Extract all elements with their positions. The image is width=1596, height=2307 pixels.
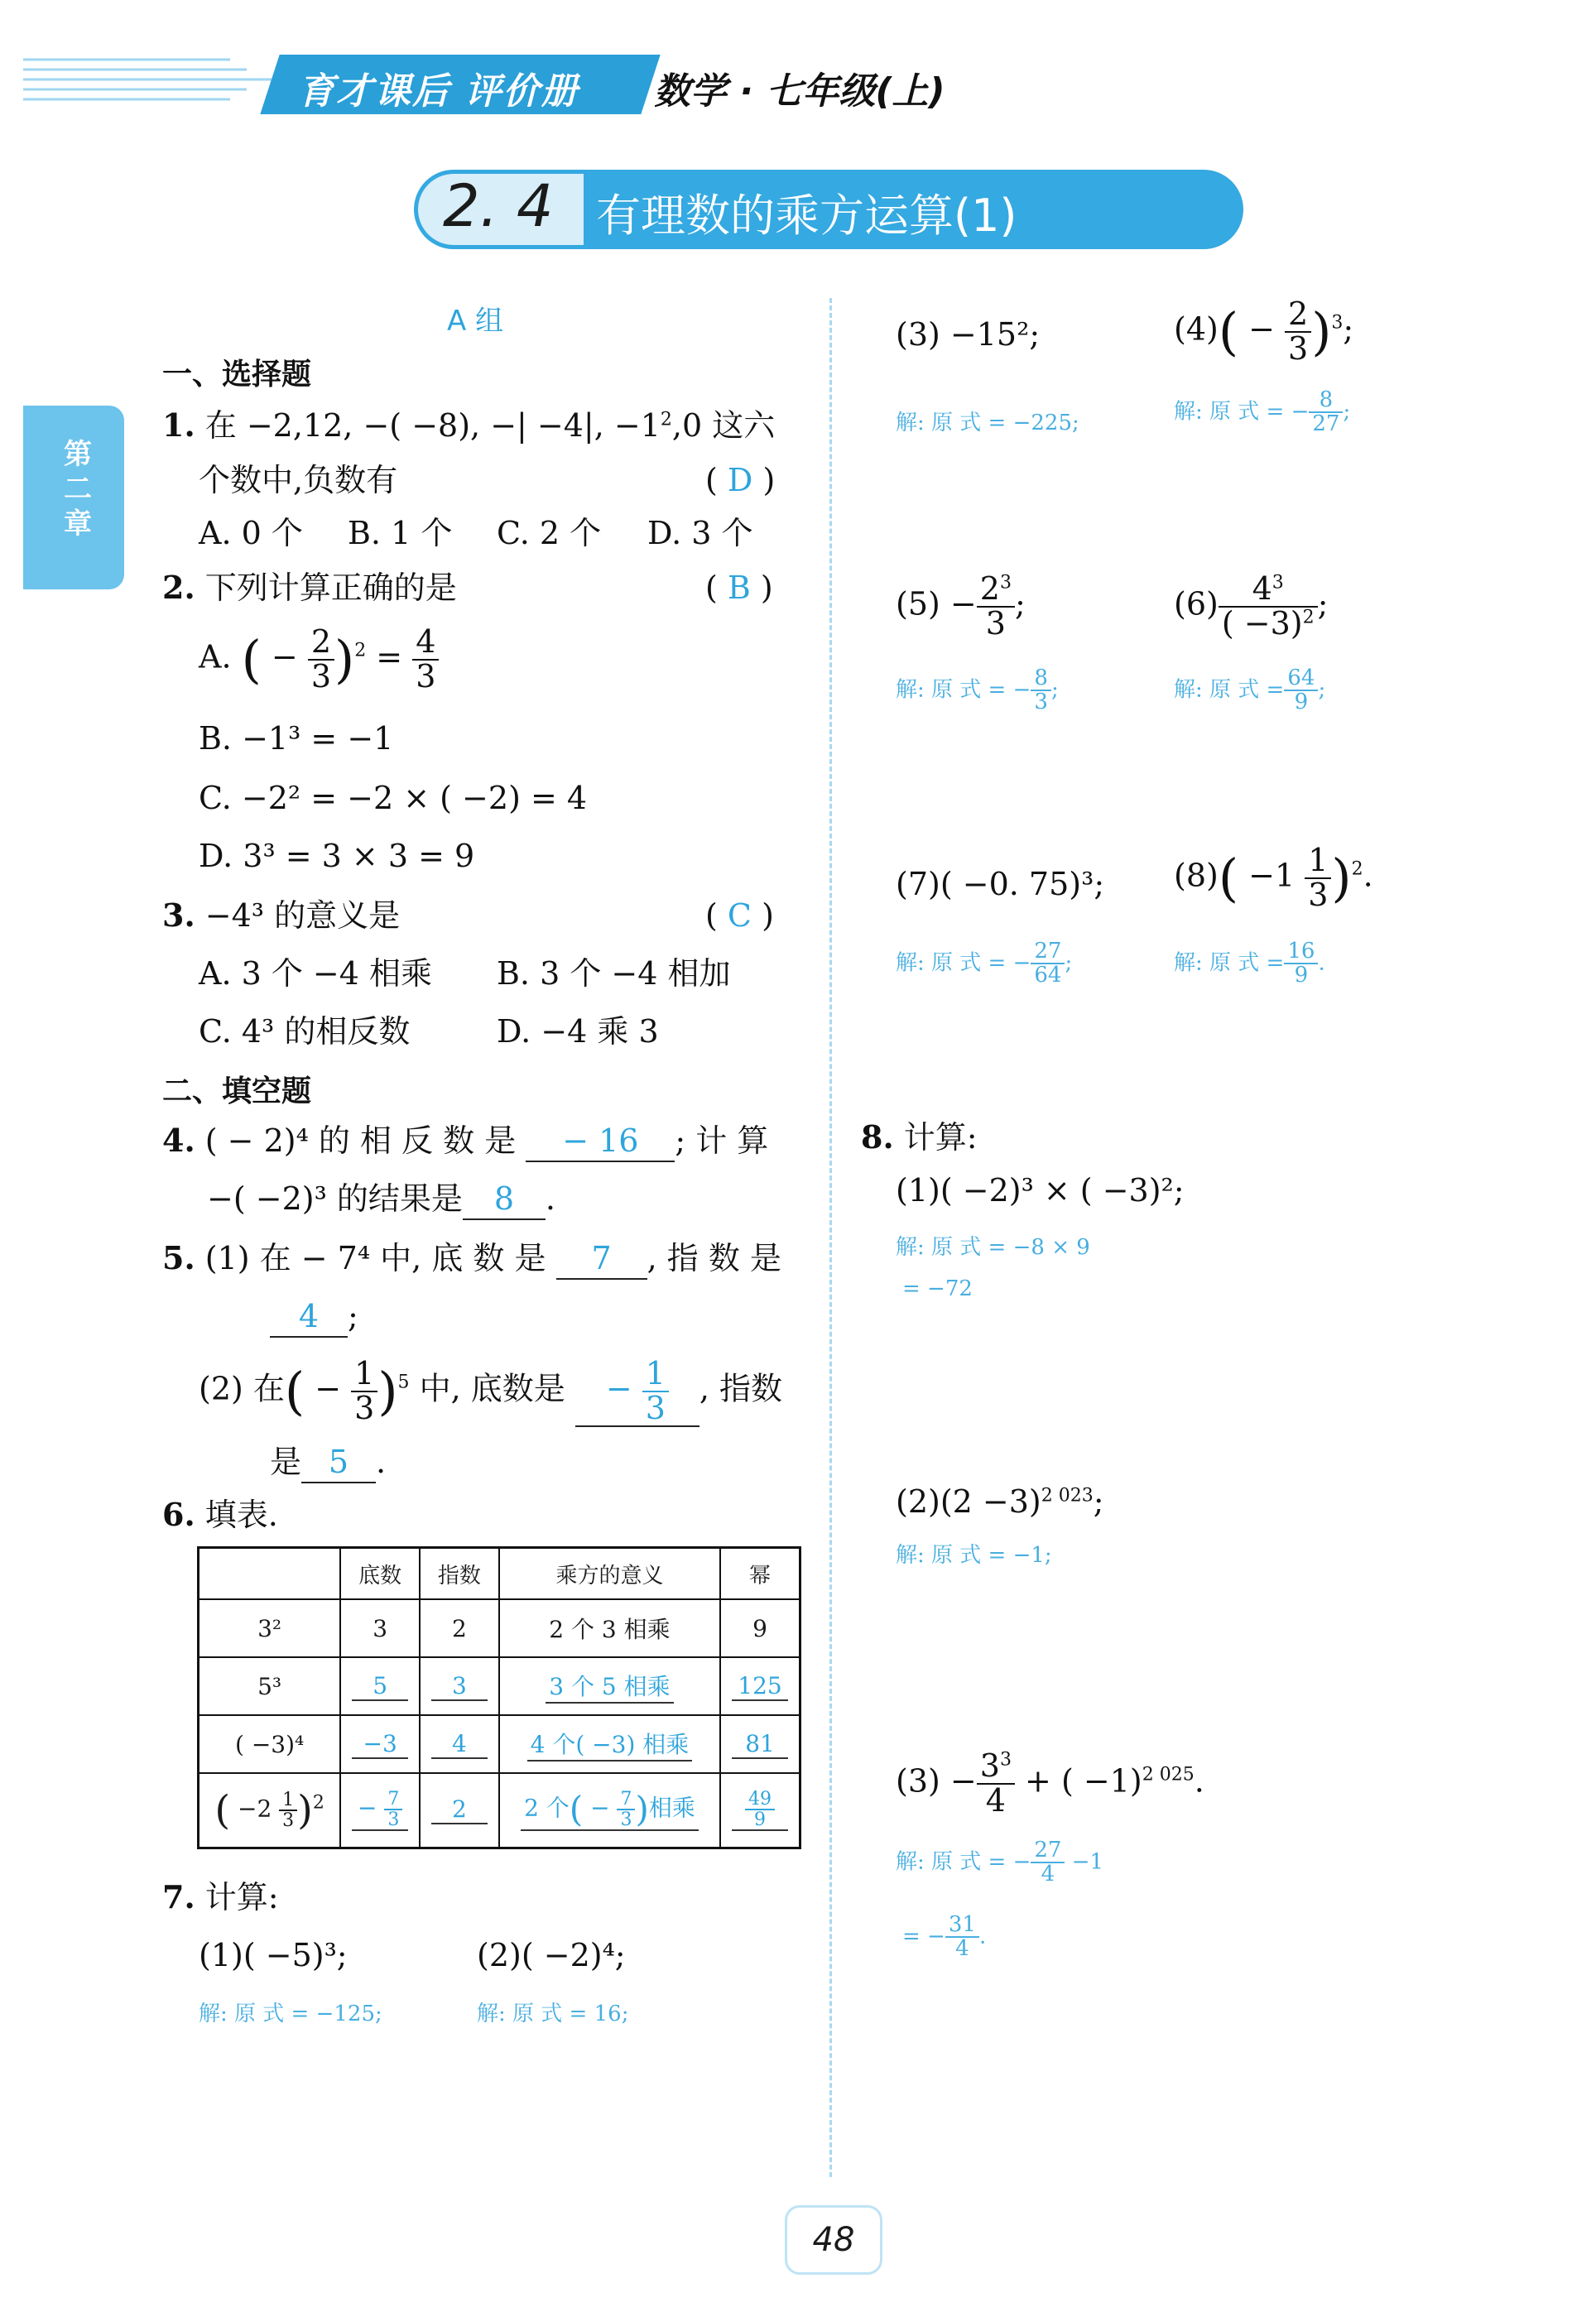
question-3: 3. −4³ 的意义是	[162, 896, 401, 934]
question-7-solution-5: 解: 原 式 = − $\frac{8}{3}$ ;	[896, 666, 1059, 715]
question-2-option-a: A. ( − $\frac{2}{3}$ )$^2$ = $\frac{4}{3}$	[199, 626, 439, 694]
question-5-blank-4: 5	[301, 1442, 376, 1483]
question-4-blank-2: 8	[463, 1179, 546, 1220]
question-1-option-a: A. 0 个	[199, 515, 303, 551]
page-number: 48	[785, 2205, 882, 2275]
question-7-solution-2: 解: 原 式 = 16;	[477, 2002, 629, 2026]
question-3-option-b: B. 3 个 −4 相加	[497, 955, 731, 992]
group-label: A 组	[447, 305, 504, 338]
question-7-solution-1: 解: 原 式 = −125;	[199, 2002, 382, 2026]
question-7-part-7: (7)( −0. 75)³;	[896, 866, 1105, 902]
section-title: 有理数的乘方运算(1)	[596, 190, 1017, 242]
question-8-part-3: (3) − $\frac{3^3}{4}$ + ( −1)$^{2 025}$.	[896, 1747, 1204, 1819]
question-8-solution-1b: = −72	[902, 1276, 973, 1301]
question-2-option-b: B. −1³ = −1	[199, 720, 394, 757]
question-4: 4. ( − 2)⁴ 的 相 反 数 是 − 16 ; 计 算	[162, 1121, 768, 1162]
header-series: 育才课后 评价册	[298, 70, 579, 113]
question-5-line2: 4 ;	[270, 1296, 358, 1338]
question-3-option-d: D. −4 乘 3	[497, 1013, 659, 1050]
question-7-part-4: (4)( − $\frac{2}{3}$ )$^3$;	[1174, 296, 1354, 367]
question-3-option-a: A. 3 个 −4 相乘	[199, 955, 433, 992]
question-2-option-d: D. 3³ = 3 × 3 = 9	[199, 838, 475, 874]
question-7-solution-7: 解: 原 式 = − $\frac{27}{64}$ ;	[896, 939, 1073, 988]
question-5-blank-2: 4	[270, 1296, 348, 1338]
question-7-part-3: (3) −15²;	[896, 316, 1041, 353]
question-2-answer: ( B )	[705, 570, 773, 606]
question-2: 2. 下列计算正确的是	[162, 569, 457, 606]
question-4-blank-1: − 16	[526, 1121, 675, 1162]
question-8-solution-3a: 解: 原 式 = − $\frac{27}{4}$ −1	[896, 1838, 1104, 1887]
section-heading-choice: 一、选择题	[162, 358, 312, 392]
question-1-answer: ( D )	[705, 462, 776, 498]
column-divider	[829, 298, 832, 2177]
table-row: 3² 3 2 2 个 3 相乘 9	[199, 1599, 800, 1657]
power-table	[197, 1546, 801, 1849]
question-8-solution-3b: = − $\frac{31}{4}$ .	[902, 1912, 987, 1962]
question-1-option-b: B. 1 个	[348, 515, 453, 551]
question-5-part-2: (2) 在( − $\frac{1}{3}$ )$^5$ 中, 底数是 − $\frac{1}{3}$ , 指数	[199, 1355, 783, 1426]
question-1: 1. 在 −2,12, −( −8), −| −4|, $-1^2,0$ 这六	[162, 406, 776, 444]
table-row: ( −2 $\frac{1}{3}$ )$^2$ − $\frac{7}{3}$ 2 2 个( − $\frac{7}{3}$ )相乘 $\frac{49}{9}$	[199, 1773, 800, 1848]
question-7-solution-8: 解: 原 式 = $\frac{16}{9}$ .	[1174, 939, 1325, 988]
section-heading-fill: 二、填空题	[162, 1074, 312, 1108]
question-6: 6. 填表.	[162, 1496, 278, 1533]
question-8: 8. 计算:	[861, 1118, 978, 1156]
question-5-part-1: 5. (1) 在 − 7⁴ 中, 底 数 是 7 , 指 数 是	[162, 1238, 781, 1280]
question-7-solution-6: 解: 原 式 = $\frac{64}{9}$ ;	[1174, 666, 1326, 715]
question-1-option-c: C. 2 个	[497, 515, 602, 551]
section-number: 2. 4	[443, 172, 554, 240]
question-7-solution-4: 解: 原 式 = − $\frac{8}{27}$ ;	[1174, 387, 1351, 437]
question-7-part-2: (2)( −2)⁴;	[477, 1937, 626, 1973]
question-3-option-c: C. 4³ 的相反数	[199, 1013, 411, 1050]
table-row: 5³ 5 3 3 个 5 相乘 125	[199, 1657, 800, 1715]
question-7-part-5: (5) − $\frac{2^3}{3}$ ;	[896, 570, 1026, 642]
header-subject: 数学 · 七年级(上)	[654, 70, 945, 113]
header-decoration-lines	[23, 51, 288, 109]
question-4-line2: −( −2)³ 的结果是 8 .	[207, 1179, 555, 1220]
table-row: ( −3)⁴ −3 4 4 个( −3) 相乘 81	[199, 1715, 800, 1773]
question-7-part-6: (6) $\frac{4^3}{( -3)^2}$ ;	[1174, 570, 1329, 642]
question-7: 7. 计算:	[162, 1878, 279, 1915]
table-header-row: 底数 指数 乘方的意义 幂	[199, 1548, 800, 1600]
question-1-option-d: D. 3 个	[647, 515, 753, 551]
question-1-line2: 个数中,负数有	[199, 462, 398, 498]
question-5-blank-3: − $\frac{1}{3}$	[575, 1358, 699, 1427]
question-8-solution-2: 解: 原 式 = −1;	[896, 1543, 1052, 1568]
question-5-line4: 是 5 .	[270, 1442, 386, 1483]
question-8-part-2: $(2)(2 -3)^{2 023}$;	[896, 1483, 1104, 1520]
question-7-part-8: (8)( −1 $\frac{1}{3}$ )$^2$.	[1174, 842, 1373, 913]
question-7-solution-3: 解: 原 式 = −225;	[896, 411, 1079, 435]
question-7-part-1: (1)( −5)³;	[199, 1937, 348, 1973]
chapter-tab-label: 第二章	[64, 438, 92, 541]
question-2-option-c: C. −2² = −2 × ( −2) = 4	[199, 780, 588, 816]
question-5-blank-1: 7	[556, 1238, 647, 1280]
question-8-part-1: (1)( −2)³ × ( −3)²;	[896, 1172, 1185, 1209]
question-8-solution-1a: 解: 原 式 = −8 × 9	[896, 1235, 1090, 1260]
question-3-answer: ( C )	[705, 897, 774, 934]
